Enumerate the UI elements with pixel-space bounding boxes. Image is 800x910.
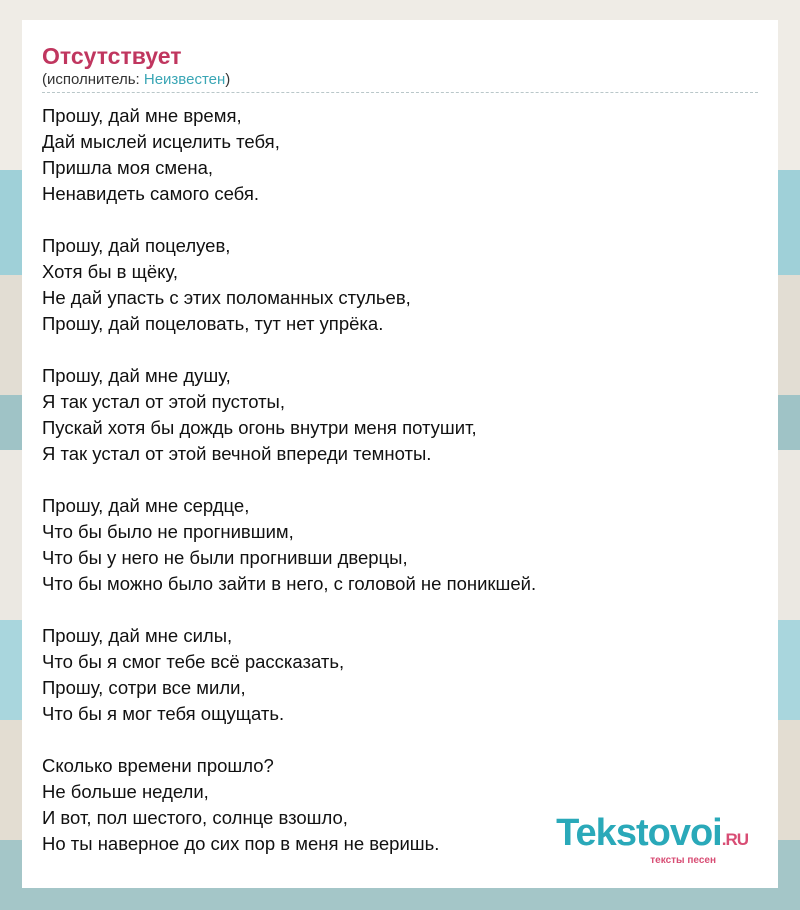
lyrics-line: Что бы можно было зайти в него, с головой не поникшей. xyxy=(42,573,537,594)
lyrics-stanza xyxy=(42,623,758,727)
artist-prefix: (исполнитель: xyxy=(42,71,144,88)
lyrics-stanza xyxy=(42,103,758,207)
lyrics-line: Я так устал от этой вечной впереди темноты. xyxy=(42,443,432,464)
lyrics-line: Прошу, дай мне сердце, xyxy=(42,495,250,516)
song-title: Отсутствует xyxy=(42,43,182,69)
lyrics-line: Прошу, дай мне время, xyxy=(42,105,242,126)
lyrics-line: Я так устал от этой пустоты, xyxy=(42,391,285,412)
lyrics-stanza xyxy=(42,363,758,467)
lyrics-line: Пускай хотя бы дождь огонь внутри меня потушит, xyxy=(42,417,477,438)
site-logo[interactable] xyxy=(556,814,748,866)
title-divider xyxy=(42,92,758,93)
lyrics-line: Не больше недели, xyxy=(42,781,209,802)
lyrics-line: Прошу, сотри все мили, xyxy=(42,677,246,698)
lyrics-line: Что бы было не прогнившим, xyxy=(42,521,294,542)
lyrics-line: Пришла моя смена, xyxy=(42,157,214,178)
lyrics-line: Прошу, дай мне силы, xyxy=(42,625,233,646)
lyrics-line: Что бы я мог тебя ощущать. xyxy=(42,703,285,724)
lyrics-line: Не дай упасть с этих поломанных стульев, xyxy=(42,287,411,308)
lyrics-stanza xyxy=(42,493,758,597)
logo-tagline: тексты песен xyxy=(650,855,716,866)
artist-line xyxy=(42,70,758,90)
lyrics-line: Хотя бы в щёку, xyxy=(42,261,178,282)
lyrics-line: Дай мыслей исцелить тебя, xyxy=(42,131,280,152)
logo-tld: .RU xyxy=(721,830,748,849)
lyrics-line: Сколько времени прошло? xyxy=(42,755,274,776)
lyrics-line: Что бы у него не были прогнивши дверцы, xyxy=(42,547,408,568)
logo-wordmark xyxy=(556,814,748,859)
lyrics-line: Прошу, дай поцелуев, xyxy=(42,235,231,256)
artist-link[interactable]: Неизвестен xyxy=(143,71,226,88)
lyrics-line: Что бы я смог тебе всё рассказать, xyxy=(42,651,345,672)
lyrics-card xyxy=(22,20,778,888)
lyrics-line: И вот, пол шестого, солнце взошло, xyxy=(42,807,348,828)
lyrics-line: Прошу, дай поцеловать, тут нет упрёка. xyxy=(42,313,384,334)
lyrics-line: Прошу, дай мне душу, xyxy=(42,365,231,386)
lyrics-stanza xyxy=(42,233,758,337)
artist-suffix: ) xyxy=(225,71,231,88)
lyrics-line: Ненавидеть самого себя. xyxy=(42,183,260,204)
lyrics-line: Но ты наверное до сих пор в меня не веришь. xyxy=(42,833,440,854)
logo-name: Tekstovoi xyxy=(556,812,722,854)
lyrics-body xyxy=(42,103,758,857)
